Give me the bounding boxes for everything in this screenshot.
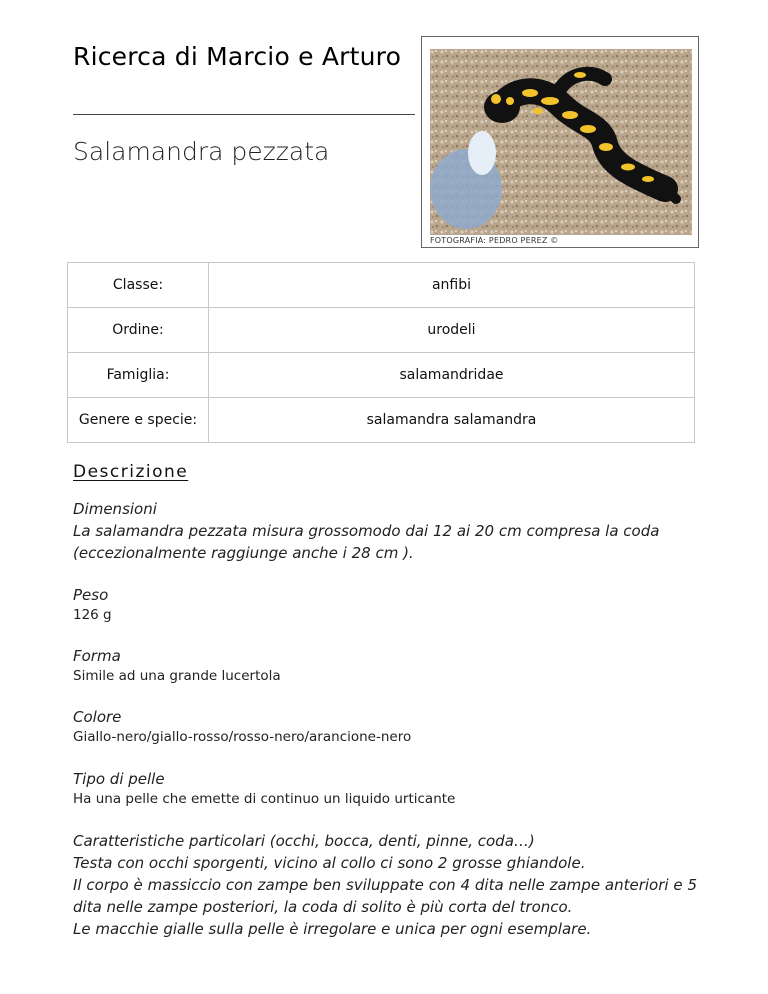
dimensioni-title: Dimensioni bbox=[73, 500, 157, 518]
caratteristiche-text-2: Il corpo è massiccio con zampe ben sviluppate con 4 dita nelle zampe anteriori e 5 dita nelle zampe posteriori, la coda di solito è più corta del tronco. bbox=[73, 876, 697, 916]
salamander-photo bbox=[430, 49, 692, 235]
pelle-text: Ha una pelle che emette di continuo un liquido urticante bbox=[73, 791, 456, 807]
photo-frame bbox=[421, 36, 699, 248]
taxonomy-value: urodeli bbox=[209, 308, 695, 353]
section-peso bbox=[73, 585, 703, 625]
table-row bbox=[68, 308, 695, 353]
section-forma bbox=[73, 646, 703, 686]
caratteristiche-title: Caratteristiche particolari (occhi, bocca, denti, pinne, coda…) bbox=[73, 832, 535, 850]
section-caratteristiche bbox=[73, 830, 697, 940]
photo-credit: FOTOGRAFIA: PEDRO PEREZ © bbox=[430, 236, 559, 245]
taxonomy-value: anfibi bbox=[209, 263, 695, 308]
dimensioni-text-2: (eccezionalmente raggiunge anche i 28 cm ). bbox=[73, 544, 414, 562]
peso-text: 126 g bbox=[73, 607, 112, 623]
dimensioni-text-1: La salamandra pezzata misura grossomodo dai 12 ai 20 cm compresa la coda bbox=[73, 522, 660, 540]
caratteristiche-text-3: Le macchie gialle sulla pelle è irregolare e unica per ogni esemplare. bbox=[73, 920, 592, 938]
colore-text: Giallo-nero/giallo-rosso/rosso-nero/arancione-nero bbox=[73, 729, 412, 745]
taxonomy-value: salamandridae bbox=[209, 353, 695, 398]
taxonomy-label: Famiglia: bbox=[68, 353, 209, 398]
taxonomy-label: Ordine: bbox=[68, 308, 209, 353]
species-title: Salamandra pezzata bbox=[73, 137, 330, 166]
peso-title: Peso bbox=[73, 586, 109, 604]
table-row bbox=[68, 263, 695, 308]
colore-title: Colore bbox=[73, 708, 122, 726]
taxonomy-label: Genere e specie: bbox=[68, 398, 209, 443]
caratteristiche-text-1: Testa con occhi sporgenti, vicino al collo ci sono 2 grosse ghiandole. bbox=[73, 854, 586, 872]
forma-text: Simile ad una grande lucertola bbox=[73, 668, 281, 684]
description-heading: Descrizione bbox=[73, 462, 189, 482]
document-title: Ricerca di Marcio e Arturo bbox=[73, 42, 402, 71]
forma-title: Forma bbox=[73, 647, 121, 665]
section-colore bbox=[73, 707, 703, 747]
section-pelle bbox=[73, 769, 703, 809]
pelle-title: Tipo di pelle bbox=[73, 770, 165, 788]
taxonomy-table bbox=[67, 262, 695, 443]
table-row bbox=[68, 353, 695, 398]
taxonomy-value: salamandra salamandra bbox=[209, 398, 695, 443]
taxonomy-label: Classe: bbox=[68, 263, 209, 308]
section-dimensioni bbox=[73, 499, 703, 564]
table-row bbox=[68, 398, 695, 443]
title-divider bbox=[73, 114, 415, 115]
